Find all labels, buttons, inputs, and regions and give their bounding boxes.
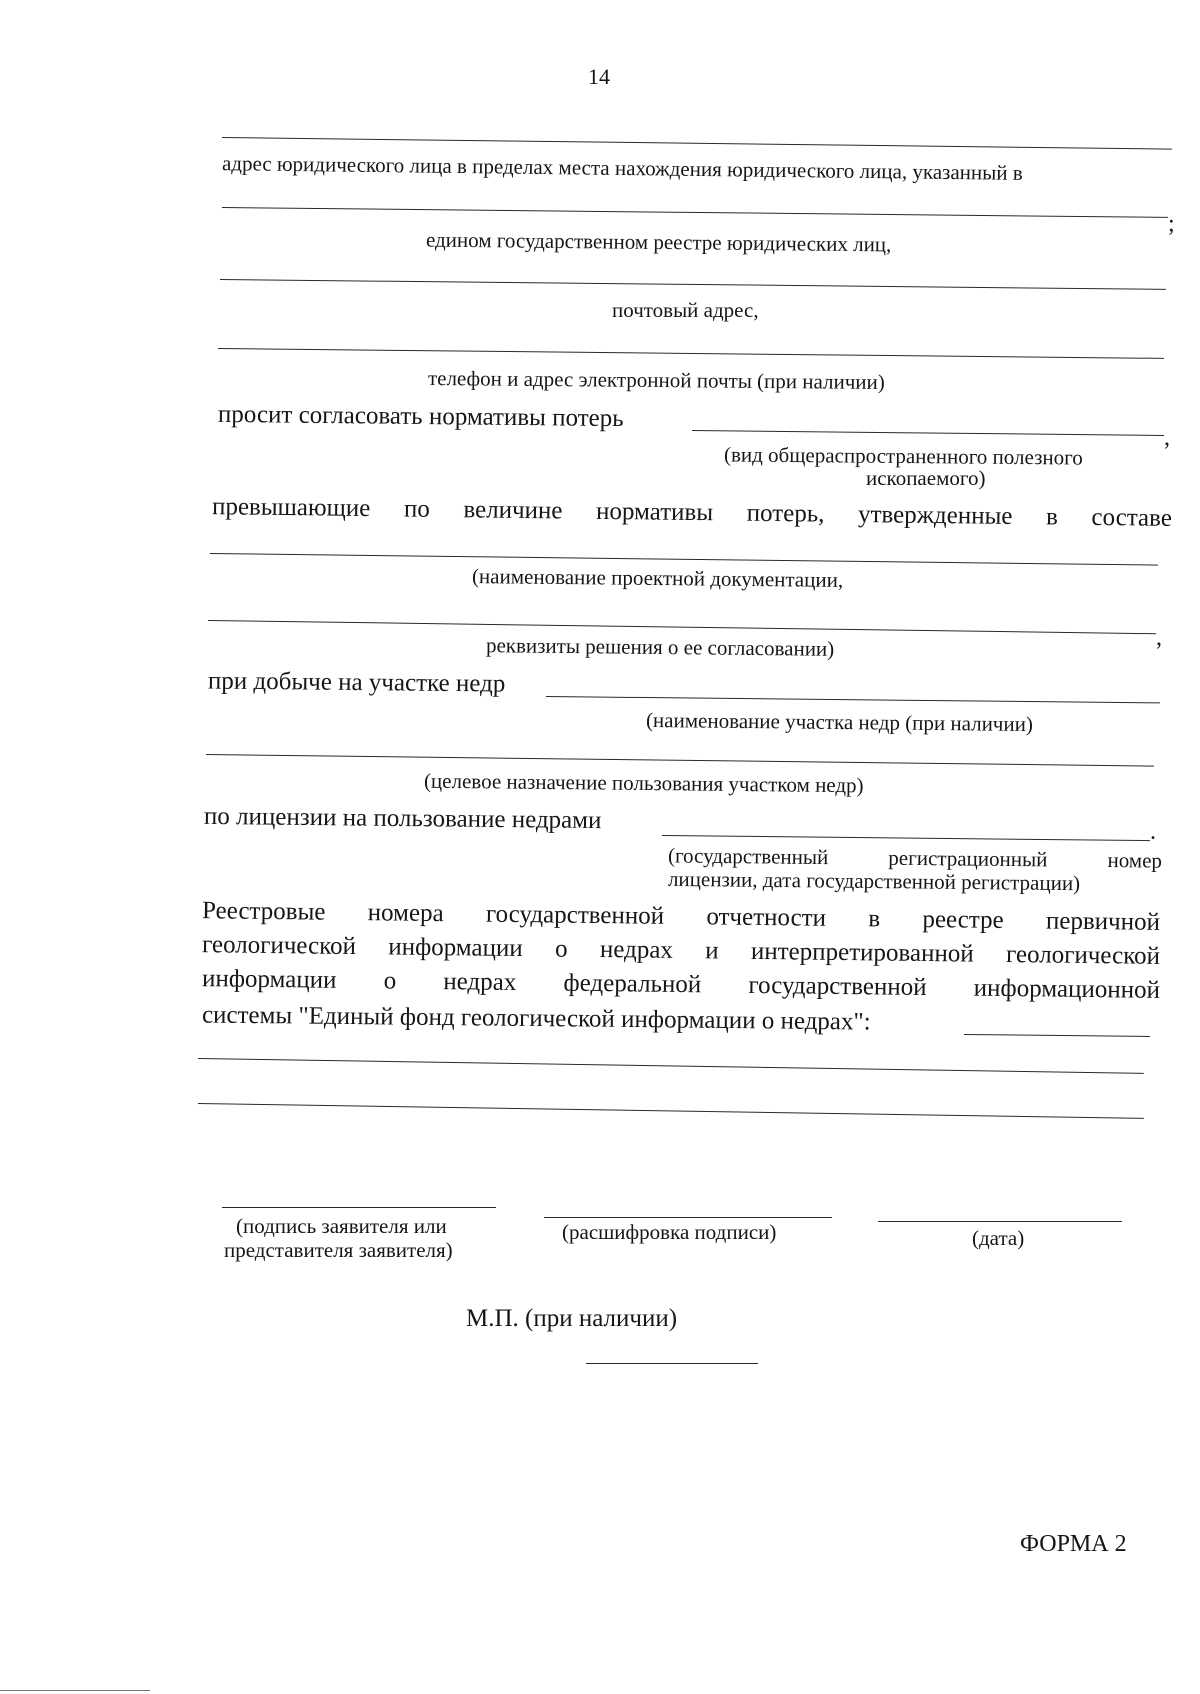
word: в <box>1045 503 1059 531</box>
caption-phone-email: телефон и адрес электронной почты (при наличии) <box>427 366 885 394</box>
blank-line <box>198 1103 1144 1119</box>
scan-edge-mark <box>0 1690 150 1691</box>
blank-line <box>692 430 1164 436</box>
caption-legal-address-2: едином государственном реестре юридических лиц, <box>425 227 892 257</box>
caption-plot-name: (наименование участка недр (при наличии) <box>645 707 1034 737</box>
caption-approval-details: реквизиты решения о ее согласовании) <box>485 633 835 661</box>
page-number: 14 <box>588 64 610 89</box>
exceeding-line <box>212 494 1172 531</box>
stamp-label: М.П. (при наличии) <box>466 1305 678 1332</box>
registry-line-2 <box>202 932 1160 969</box>
word: (государственный <box>667 843 829 870</box>
registry-line-1 <box>202 898 1160 935</box>
caption-doc-name: (наименование проектной документации, <box>471 564 844 592</box>
caption-decoding: (расшифровка подписи) <box>562 1220 777 1244</box>
caption-mineral-1: (вид общераспространенного полезного <box>723 442 1083 470</box>
comma: , <box>1156 625 1162 651</box>
caption-license-2: лицензии, дата государственной регистрации) <box>667 866 1081 896</box>
registry-line-4: системы "Единый фонд геологической информации о недрах": <box>201 1001 871 1036</box>
word: потерь, <box>746 499 825 528</box>
word: превышающие <box>211 493 371 523</box>
blank-line <box>546 696 1160 703</box>
word: регистрационный <box>888 845 1048 872</box>
request-line: просит согласовать нормативы потерь <box>217 400 624 433</box>
blank-line <box>208 620 1156 634</box>
word: величине <box>463 496 563 525</box>
blank-line <box>198 1058 1144 1074</box>
caption-plot-purpose: (целевое назначение пользования участком недр) <box>423 768 864 798</box>
blank-line <box>206 754 1154 767</box>
registry-line-3 <box>202 966 1160 1003</box>
registry-text: Реестровые номера государственной отчетности в реестре первичной <box>201 897 1161 936</box>
blank-line <box>220 279 1166 290</box>
blank-line <box>662 835 1150 841</box>
word: составе <box>1091 503 1173 532</box>
blank-line <box>210 553 1158 566</box>
license-line: по лицензии на пользование недрами <box>203 802 602 835</box>
registry-text: информации о недрах федеральной государственной информационной <box>201 965 1161 1004</box>
word: нормативы <box>595 497 714 527</box>
caption-signature-1: (подпись заявителя или <box>236 1214 447 1238</box>
caption-mineral-2: ископаемого) <box>866 466 986 490</box>
word: номер <box>1107 848 1163 873</box>
comma: , <box>1164 425 1170 451</box>
word: утвержденные <box>857 501 1013 530</box>
form-label: ФОРМА 2 <box>1020 1531 1127 1557</box>
caption-postal-address: почтовый адрес, <box>612 298 759 322</box>
date-line <box>878 1221 1122 1222</box>
plot-line: при добыче на участке недр <box>207 667 506 698</box>
blank-line <box>222 137 1172 150</box>
blank-line <box>218 348 1164 359</box>
signature-line <box>544 1217 832 1218</box>
period: . <box>1150 819 1156 845</box>
caption-signature-2: представителя заявителя) <box>224 1238 453 1262</box>
blank-line <box>222 207 1168 218</box>
word: по <box>403 495 431 523</box>
blank-line <box>964 1034 1150 1037</box>
semicolon: ; <box>1168 211 1175 237</box>
caption-date: (дата) <box>972 1226 1025 1250</box>
stamp-line <box>586 1363 758 1364</box>
signature-line <box>222 1207 496 1208</box>
caption-legal-address-1: адрес юридического лица в пределах места нахождения юридического лица, указанный в <box>221 151 1023 185</box>
registry-text: геологической информации о недрах и интерпретированной геологической <box>201 931 1161 970</box>
